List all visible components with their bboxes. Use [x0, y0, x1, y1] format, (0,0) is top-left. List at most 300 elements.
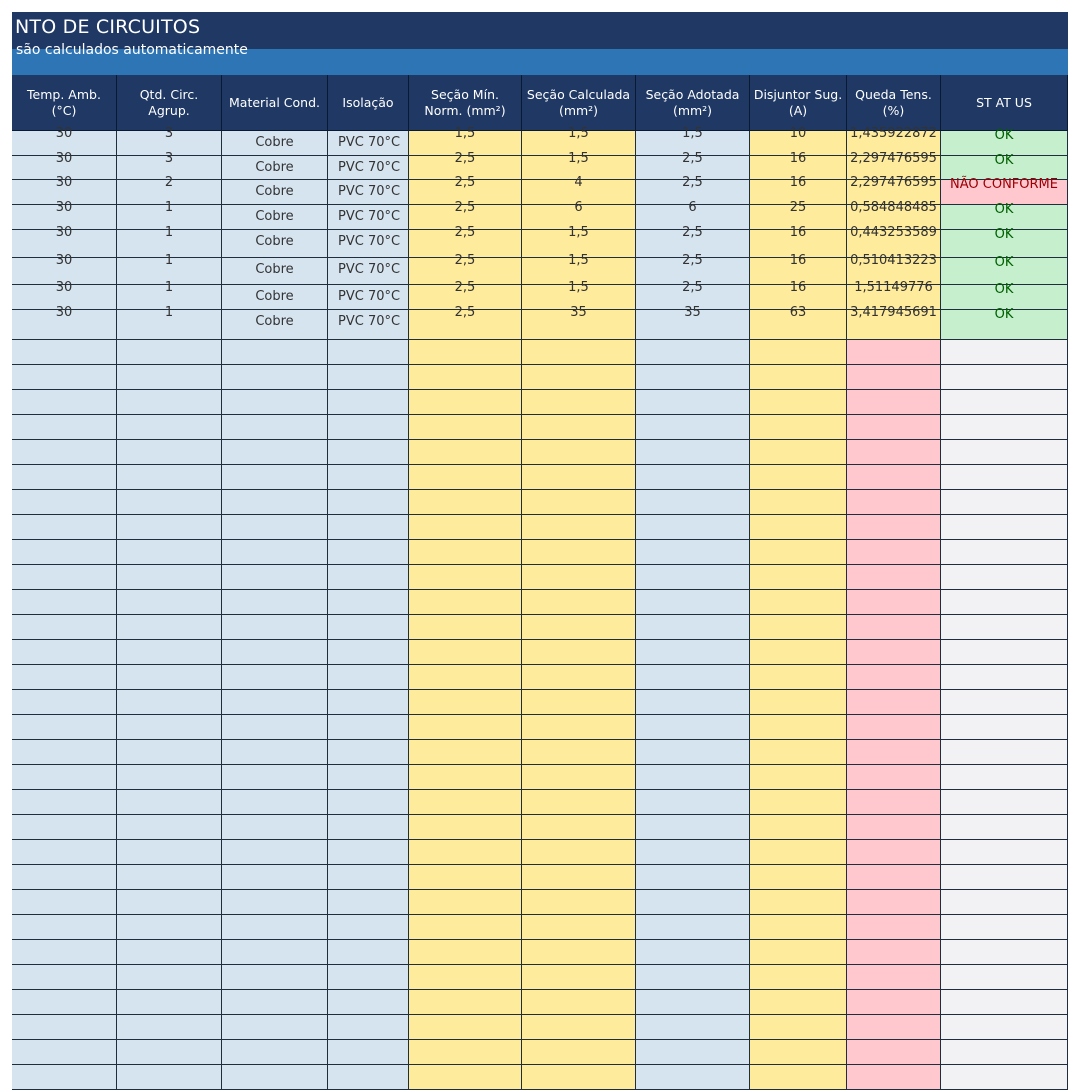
cell-disj[interactable]	[750, 815, 847, 840]
cell-disj[interactable]	[750, 1015, 847, 1040]
cell-secmin[interactable]	[409, 890, 522, 915]
cell-material[interactable]	[222, 690, 328, 715]
cell-qtd[interactable]	[117, 465, 222, 490]
cell-secmin[interactable]	[409, 590, 522, 615]
cell-secmin[interactable]	[409, 465, 522, 490]
cell-material[interactable]	[222, 365, 328, 390]
cell-queda[interactable]	[847, 915, 941, 940]
cell-temp[interactable]	[12, 940, 117, 965]
cell-isolacao[interactable]	[328, 156, 409, 180]
cell-material[interactable]	[222, 665, 328, 690]
cell-secmin[interactable]	[409, 790, 522, 815]
cell-qtd[interactable]	[117, 990, 222, 1015]
cell-secmin[interactable]	[409, 340, 522, 365]
cell-seccalc[interactable]	[522, 415, 636, 440]
cell-isolacao[interactable]	[328, 440, 409, 465]
cell-disj[interactable]	[750, 1065, 847, 1090]
cell-seccalc[interactable]	[522, 305, 636, 340]
cell-qtd[interactable]	[117, 305, 222, 340]
cell-queda[interactable]	[847, 865, 941, 890]
cell-qtd[interactable]	[117, 665, 222, 690]
cell-qtd[interactable]	[117, 815, 222, 840]
cell-status[interactable]	[941, 615, 1068, 640]
cell-queda[interactable]	[847, 440, 941, 465]
cell-isolacao[interactable]	[328, 310, 409, 340]
cell-material[interactable]	[222, 465, 328, 490]
cell-status[interactable]	[941, 590, 1068, 615]
cell-disj[interactable]	[750, 340, 847, 365]
cell-queda[interactable]	[847, 590, 941, 615]
cell-material[interactable]	[222, 865, 328, 890]
cell-isolacao[interactable]	[328, 415, 409, 440]
cell-queda[interactable]	[847, 840, 941, 865]
cell-status[interactable]	[941, 890, 1068, 915]
cell-status[interactable]	[941, 790, 1068, 815]
cell-queda[interactable]	[847, 515, 941, 540]
cell-seccalc[interactable]	[522, 340, 636, 365]
cell-material[interactable]	[222, 230, 328, 258]
cell-secadot[interactable]	[636, 940, 750, 965]
cell-secmin[interactable]	[409, 1040, 522, 1065]
cell-isolacao[interactable]	[328, 665, 409, 690]
cell-queda[interactable]	[847, 465, 941, 490]
cell-material[interactable]	[222, 840, 328, 865]
cell-queda[interactable]	[847, 1015, 941, 1040]
cell-seccalc[interactable]	[522, 1065, 636, 1090]
cell-temp[interactable]	[12, 815, 117, 840]
cell-qtd[interactable]	[117, 840, 222, 865]
cell-material[interactable]	[222, 815, 328, 840]
cell-material[interactable]	[222, 1040, 328, 1065]
cell-disj[interactable]	[750, 715, 847, 740]
cell-disj[interactable]	[750, 840, 847, 865]
cell-material[interactable]	[222, 790, 328, 815]
cell-queda[interactable]	[847, 765, 941, 790]
cell-seccalc[interactable]	[522, 990, 636, 1015]
cell-secmin[interactable]	[409, 665, 522, 690]
cell-status[interactable]	[941, 865, 1068, 890]
cell-qtd[interactable]	[117, 965, 222, 990]
cell-temp[interactable]	[12, 665, 117, 690]
cell-qtd[interactable]	[117, 715, 222, 740]
cell-temp[interactable]	[12, 1065, 117, 1090]
cell-material[interactable]	[222, 258, 328, 285]
cell-isolacao[interactable]	[328, 285, 409, 310]
cell-temp[interactable]	[12, 565, 117, 590]
cell-secmin[interactable]	[409, 640, 522, 665]
cell-qtd[interactable]	[117, 590, 222, 615]
cell-secadot[interactable]	[636, 590, 750, 615]
cell-material[interactable]	[222, 965, 328, 990]
cell-isolacao[interactable]	[328, 1015, 409, 1040]
cell-disj[interactable]	[750, 590, 847, 615]
cell-secadot[interactable]	[636, 790, 750, 815]
cell-temp[interactable]	[12, 790, 117, 815]
cell-status[interactable]	[941, 1015, 1068, 1040]
cell-secmin[interactable]	[409, 365, 522, 390]
cell-disj[interactable]	[750, 615, 847, 640]
cell-secmin[interactable]	[409, 815, 522, 840]
cell-seccalc[interactable]	[522, 915, 636, 940]
cell-seccalc[interactable]	[522, 615, 636, 640]
header-secmin[interactable]: Seção Mín. Norm. (mm²)	[409, 75, 522, 131]
cell-temp[interactable]	[12, 865, 117, 890]
cell-temp[interactable]	[12, 590, 117, 615]
header-secadot[interactable]: Seção Adotada (mm²)	[636, 75, 750, 131]
cell-isolacao[interactable]	[328, 715, 409, 740]
cell-qtd[interactable]	[117, 490, 222, 515]
cell-qtd[interactable]	[117, 915, 222, 940]
cell-material[interactable]	[222, 390, 328, 415]
cell-temp[interactable]	[12, 1015, 117, 1040]
cell-secadot[interactable]	[636, 765, 750, 790]
cell-material[interactable]	[222, 740, 328, 765]
cell-disj[interactable]	[750, 540, 847, 565]
cell-secadot[interactable]	[636, 565, 750, 590]
cell-isolacao[interactable]	[328, 765, 409, 790]
cell-secadot[interactable]	[636, 640, 750, 665]
cell-secadot[interactable]	[636, 690, 750, 715]
cell-isolacao[interactable]	[328, 565, 409, 590]
header-isolacao[interactable]: Isolação	[328, 75, 409, 131]
header-disj[interactable]: Disjuntor Sug. (A)	[750, 75, 847, 131]
cell-status[interactable]	[941, 365, 1068, 390]
cell-status[interactable]	[941, 715, 1068, 740]
cell-isolacao[interactable]	[328, 740, 409, 765]
cell-secmin[interactable]	[409, 1065, 522, 1090]
header-material[interactable]: Material Cond.	[222, 75, 328, 131]
cell-material[interactable]	[222, 940, 328, 965]
cell-queda[interactable]	[847, 1065, 941, 1090]
cell-secadot[interactable]	[636, 365, 750, 390]
cell-seccalc[interactable]	[522, 890, 636, 915]
cell-secadot[interactable]	[636, 540, 750, 565]
cell-seccalc[interactable]	[522, 865, 636, 890]
cell-secadot[interactable]	[636, 390, 750, 415]
cell-material[interactable]	[222, 285, 328, 310]
cell-qtd[interactable]	[117, 540, 222, 565]
cell-queda[interactable]	[847, 690, 941, 715]
cell-qtd[interactable]	[117, 1040, 222, 1065]
cell-status[interactable]	[941, 1040, 1068, 1065]
cell-material[interactable]	[222, 131, 328, 156]
cell-secmin[interactable]	[409, 490, 522, 515]
cell-seccalc[interactable]	[522, 490, 636, 515]
header-temp[interactable]: Temp. Amb. (°C)	[12, 75, 117, 131]
cell-secadot[interactable]	[636, 840, 750, 865]
cell-seccalc[interactable]	[522, 365, 636, 390]
cell-secadot[interactable]	[636, 615, 750, 640]
cell-disj[interactable]	[750, 515, 847, 540]
cell-secmin[interactable]	[409, 940, 522, 965]
cell-status[interactable]	[941, 690, 1068, 715]
cell-disj[interactable]	[750, 765, 847, 790]
cell-status[interactable]	[941, 227, 1068, 258]
cell-isolacao[interactable]	[328, 205, 409, 230]
cell-isolacao[interactable]	[328, 890, 409, 915]
cell-disj[interactable]	[750, 790, 847, 815]
cell-temp[interactable]	[12, 305, 117, 340]
cell-qtd[interactable]	[117, 940, 222, 965]
cell-isolacao[interactable]	[328, 940, 409, 965]
cell-secadot[interactable]	[636, 515, 750, 540]
cell-disj[interactable]	[750, 740, 847, 765]
cell-seccalc[interactable]	[522, 665, 636, 690]
cell-queda[interactable]	[847, 890, 941, 915]
cell-status[interactable]	[941, 765, 1068, 790]
cell-qtd[interactable]	[117, 790, 222, 815]
cell-secadot[interactable]	[636, 915, 750, 940]
cell-status[interactable]	[941, 540, 1068, 565]
cell-qtd[interactable]	[117, 515, 222, 540]
cell-temp[interactable]	[12, 740, 117, 765]
cell-qtd[interactable]	[117, 615, 222, 640]
cell-temp[interactable]	[12, 1040, 117, 1065]
cell-secmin[interactable]	[409, 615, 522, 640]
cell-secmin[interactable]	[409, 865, 522, 890]
cell-material[interactable]	[222, 156, 328, 180]
cell-material[interactable]	[222, 205, 328, 230]
cell-secmin[interactable]	[409, 690, 522, 715]
cell-material[interactable]	[222, 565, 328, 590]
cell-material[interactable]	[222, 340, 328, 365]
cell-temp[interactable]	[12, 540, 117, 565]
cell-status[interactable]	[941, 390, 1068, 415]
cell-isolacao[interactable]	[328, 840, 409, 865]
cell-temp[interactable]	[12, 415, 117, 440]
cell-seccalc[interactable]	[522, 1015, 636, 1040]
cell-disj[interactable]	[750, 990, 847, 1015]
cell-isolacao[interactable]	[328, 915, 409, 940]
cell-isolacao[interactable]	[328, 640, 409, 665]
cell-status[interactable]	[941, 490, 1068, 515]
cell-temp[interactable]	[12, 990, 117, 1015]
cell-secmin[interactable]	[409, 565, 522, 590]
header-qtd[interactable]: Qtd. Circ. Agrup.	[117, 75, 222, 131]
cell-secadot[interactable]	[636, 890, 750, 915]
cell-disj[interactable]	[750, 490, 847, 515]
cell-seccalc[interactable]	[522, 940, 636, 965]
cell-qtd[interactable]	[117, 1015, 222, 1040]
cell-secadot[interactable]	[636, 965, 750, 990]
cell-disj[interactable]	[750, 890, 847, 915]
cell-material[interactable]	[222, 1015, 328, 1040]
cell-material[interactable]	[222, 490, 328, 515]
cell-secmin[interactable]	[409, 540, 522, 565]
cell-secadot[interactable]	[636, 715, 750, 740]
cell-seccalc[interactable]	[522, 540, 636, 565]
cell-status[interactable]	[941, 307, 1068, 340]
cell-queda[interactable]	[847, 815, 941, 840]
cell-queda[interactable]	[847, 565, 941, 590]
cell-isolacao[interactable]	[328, 540, 409, 565]
cell-temp[interactable]	[12, 365, 117, 390]
cell-temp[interactable]	[12, 515, 117, 540]
cell-isolacao[interactable]	[328, 865, 409, 890]
cell-temp[interactable]	[12, 715, 117, 740]
cell-secadot[interactable]	[636, 1065, 750, 1090]
cell-secadot[interactable]	[636, 1040, 750, 1065]
header-seccalc[interactable]: Seção Calculada (mm²)	[522, 75, 636, 131]
cell-temp[interactable]	[12, 690, 117, 715]
cell-seccalc[interactable]	[522, 590, 636, 615]
cell-disj[interactable]	[750, 915, 847, 940]
cell-temp[interactable]	[12, 390, 117, 415]
cell-status[interactable]	[941, 1065, 1068, 1090]
cell-secmin[interactable]	[409, 1015, 522, 1040]
cell-disj[interactable]	[750, 440, 847, 465]
cell-isolacao[interactable]	[328, 131, 409, 156]
cell-status[interactable]	[941, 990, 1068, 1015]
cell-status[interactable]	[941, 815, 1068, 840]
cell-status[interactable]	[941, 665, 1068, 690]
cell-queda[interactable]	[847, 390, 941, 415]
cell-material[interactable]	[222, 915, 328, 940]
cell-status[interactable]	[941, 965, 1068, 990]
cell-qtd[interactable]	[117, 565, 222, 590]
cell-disj[interactable]	[750, 1040, 847, 1065]
cell-queda[interactable]	[847, 615, 941, 640]
cell-seccalc[interactable]	[522, 1040, 636, 1065]
cell-status[interactable]	[941, 515, 1068, 540]
cell-secadot[interactable]	[636, 1015, 750, 1040]
cell-queda[interactable]	[847, 415, 941, 440]
cell-queda[interactable]	[847, 940, 941, 965]
cell-material[interactable]	[222, 310, 328, 340]
cell-queda[interactable]	[847, 365, 941, 390]
cell-disj[interactable]	[750, 640, 847, 665]
cell-material[interactable]	[222, 890, 328, 915]
cell-temp[interactable]	[12, 840, 117, 865]
cell-seccalc[interactable]	[522, 715, 636, 740]
cell-secadot[interactable]	[636, 490, 750, 515]
cell-isolacao[interactable]	[328, 1065, 409, 1090]
cell-disj[interactable]	[750, 390, 847, 415]
cell-material[interactable]	[222, 540, 328, 565]
cell-temp[interactable]	[12, 765, 117, 790]
cell-seccalc[interactable]	[522, 815, 636, 840]
cell-seccalc[interactable]	[522, 390, 636, 415]
cell-material[interactable]	[222, 440, 328, 465]
cell-queda[interactable]	[847, 790, 941, 815]
cell-seccalc[interactable]	[522, 440, 636, 465]
cell-seccalc[interactable]	[522, 790, 636, 815]
cell-secadot[interactable]	[636, 865, 750, 890]
cell-isolacao[interactable]	[328, 590, 409, 615]
cell-queda[interactable]	[847, 640, 941, 665]
cell-status[interactable]	[941, 640, 1068, 665]
cell-isolacao[interactable]	[328, 790, 409, 815]
cell-temp[interactable]	[12, 615, 117, 640]
cell-secadot[interactable]	[636, 415, 750, 440]
cell-queda[interactable]	[847, 540, 941, 565]
cell-isolacao[interactable]	[328, 258, 409, 285]
cell-material[interactable]	[222, 990, 328, 1015]
cell-temp[interactable]	[12, 965, 117, 990]
cell-isolacao[interactable]	[328, 615, 409, 640]
cell-material[interactable]	[222, 180, 328, 205]
cell-isolacao[interactable]	[328, 490, 409, 515]
cell-queda[interactable]	[847, 665, 941, 690]
cell-status[interactable]	[941, 340, 1068, 365]
cell-isolacao[interactable]	[328, 515, 409, 540]
cell-isolacao[interactable]	[328, 390, 409, 415]
cell-disj[interactable]	[750, 965, 847, 990]
cell-material[interactable]	[222, 1065, 328, 1090]
cell-secadot[interactable]	[636, 340, 750, 365]
cell-seccalc[interactable]	[522, 690, 636, 715]
header-status[interactable]: ST AT US	[941, 75, 1068, 131]
cell-seccalc[interactable]	[522, 515, 636, 540]
cell-secadot[interactable]	[636, 440, 750, 465]
cell-secmin[interactable]	[409, 390, 522, 415]
cell-queda[interactable]	[847, 340, 941, 365]
cell-isolacao[interactable]	[328, 690, 409, 715]
cell-seccalc[interactable]	[522, 965, 636, 990]
cell-secmin[interactable]	[409, 515, 522, 540]
cell-seccalc[interactable]	[522, 765, 636, 790]
cell-disj[interactable]	[750, 665, 847, 690]
cell-secmin[interactable]	[409, 840, 522, 865]
cell-isolacao[interactable]	[328, 465, 409, 490]
cell-temp[interactable]	[12, 640, 117, 665]
cell-status[interactable]	[941, 255, 1068, 285]
cell-temp[interactable]	[12, 465, 117, 490]
cell-queda[interactable]	[847, 490, 941, 515]
cell-disj[interactable]	[750, 690, 847, 715]
cell-secmin[interactable]	[409, 305, 522, 340]
cell-material[interactable]	[222, 715, 328, 740]
cell-isolacao[interactable]	[328, 180, 409, 205]
cell-material[interactable]	[222, 765, 328, 790]
cell-status[interactable]	[941, 465, 1068, 490]
cell-secadot[interactable]	[636, 305, 750, 340]
cell-temp[interactable]	[12, 490, 117, 515]
cell-status[interactable]	[941, 565, 1068, 590]
cell-secmin[interactable]	[409, 740, 522, 765]
cell-temp[interactable]	[12, 915, 117, 940]
cell-disj[interactable]	[750, 415, 847, 440]
cell-secmin[interactable]	[409, 765, 522, 790]
cell-status[interactable]	[941, 940, 1068, 965]
cell-temp[interactable]	[12, 440, 117, 465]
cell-seccalc[interactable]	[522, 840, 636, 865]
cell-secmin[interactable]	[409, 440, 522, 465]
cell-queda[interactable]	[847, 305, 941, 340]
cell-isolacao[interactable]	[328, 340, 409, 365]
cell-qtd[interactable]	[117, 740, 222, 765]
cell-qtd[interactable]	[117, 765, 222, 790]
cell-material[interactable]	[222, 640, 328, 665]
cell-disj[interactable]	[750, 565, 847, 590]
cell-qtd[interactable]	[117, 390, 222, 415]
cell-material[interactable]	[222, 515, 328, 540]
cell-queda[interactable]	[847, 1040, 941, 1065]
cell-queda[interactable]	[847, 715, 941, 740]
cell-seccalc[interactable]	[522, 640, 636, 665]
cell-material[interactable]	[222, 615, 328, 640]
cell-secmin[interactable]	[409, 915, 522, 940]
cell-queda[interactable]	[847, 965, 941, 990]
cell-status[interactable]	[941, 915, 1068, 940]
cell-seccalc[interactable]	[522, 565, 636, 590]
cell-status[interactable]	[941, 415, 1068, 440]
cell-qtd[interactable]	[117, 865, 222, 890]
cell-queda[interactable]	[847, 740, 941, 765]
cell-seccalc[interactable]	[522, 465, 636, 490]
cell-secmin[interactable]	[409, 965, 522, 990]
cell-status[interactable]	[941, 440, 1068, 465]
